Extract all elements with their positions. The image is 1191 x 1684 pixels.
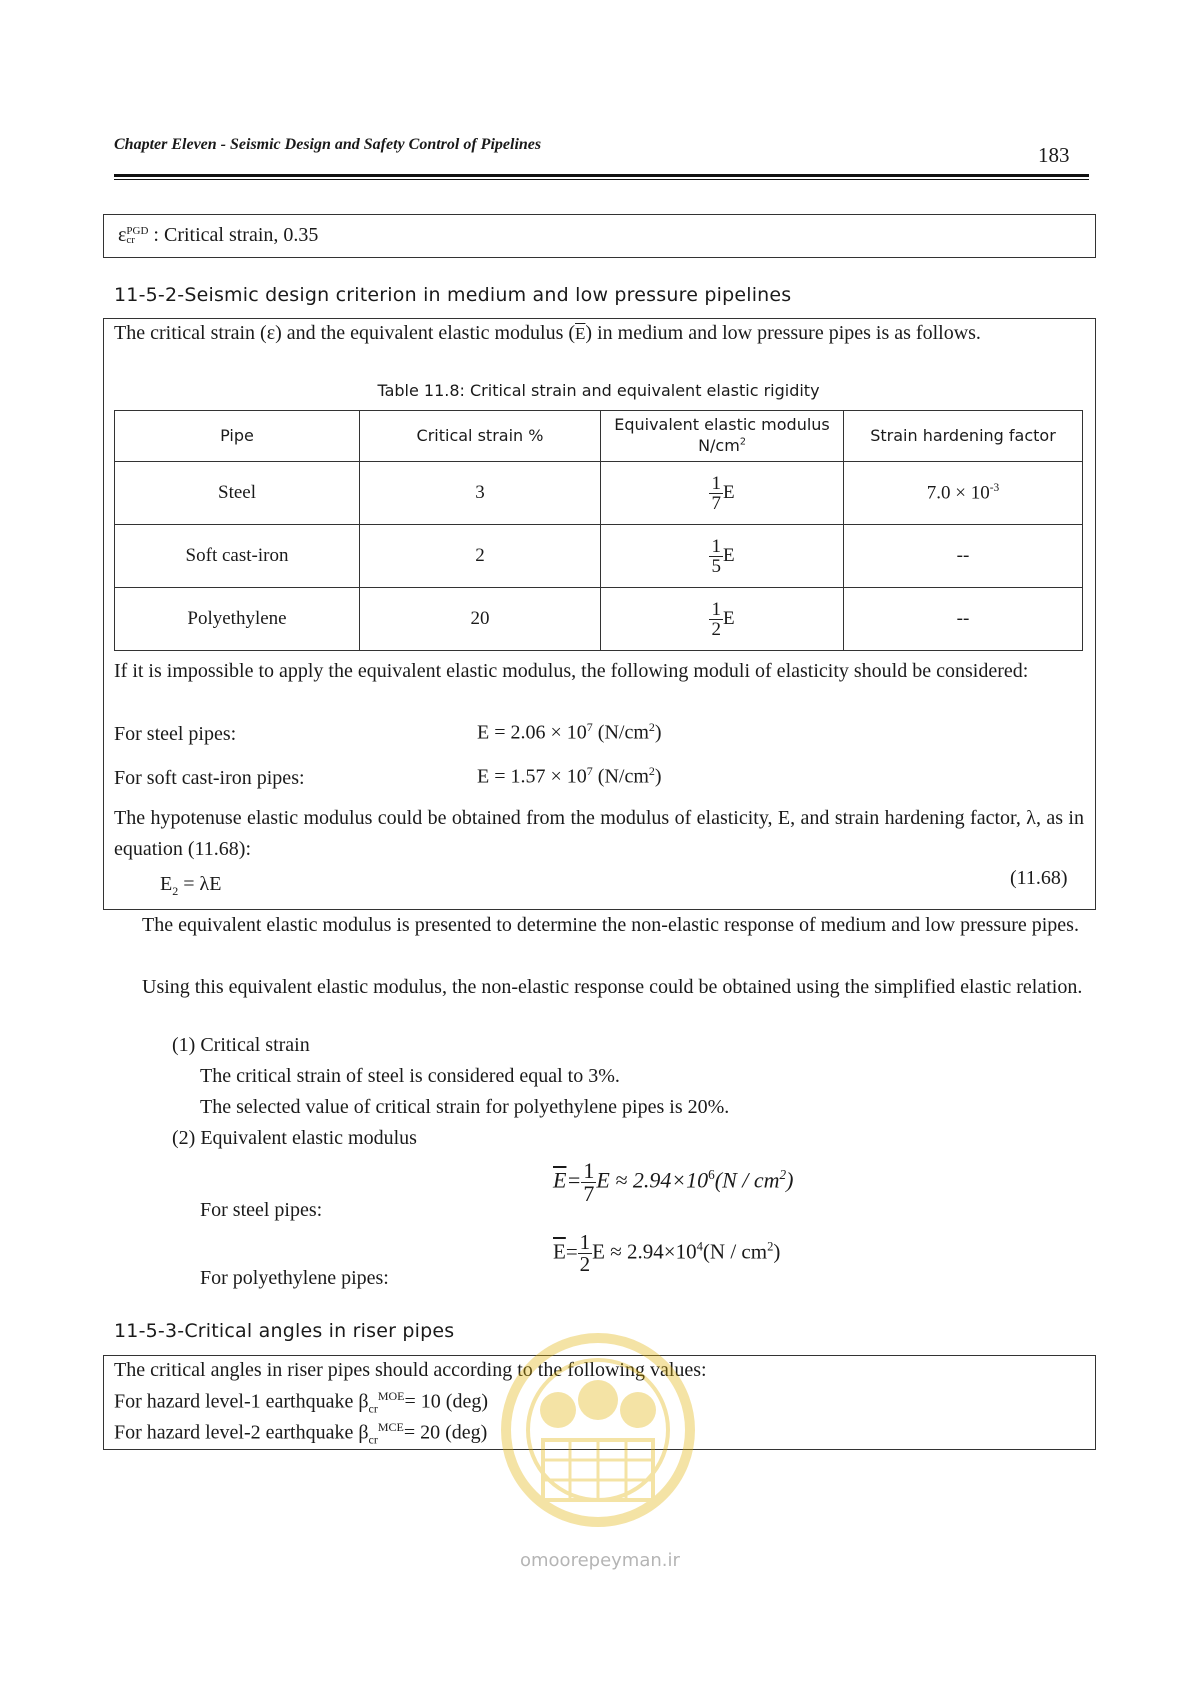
polyethylene-equation: $\overline{E}=$ $\frac{1}{2}$ $E \approx 2.94\times 10^4(N / cm^2)$ [553,1230,781,1276]
cell-strain: 3 [360,462,601,525]
intro-symbol: $\overline{E}$ [575,324,586,343]
table-row [115,525,1083,588]
critical-strain-box [103,214,1096,258]
strain-symbol: ε [118,224,127,246]
intro-text-a: The critical strain (ε) and the equivalent elastic modulus [114,322,564,344]
iron-modulus-value: $E = 1.57 \times 10^7$ $(N/cm^2)$ [477,764,662,788]
paragraph-2: Using this equivalent elastic modulus, the non-elastic response could be obtained using the simplified elastic relation. [142,976,1083,998]
steel-equation: $\overline{E}=$ $\frac{1}{7}$ $E \approx 2.94\times 10^6(N / cm^2)$ [553,1158,794,1206]
section-1-intro: The critical strain (ε) and the equivalent elastic modulus $(\overline{E})$ in medium and low pressure pipes is as follows. [114,322,981,344]
chapter-title: Chapter Eleven - Seismic Design and Safety Control of Pipelines [114,136,542,153]
cell-modulus: $\frac{1}{5}$ E [601,525,844,588]
header-pipe: Pipe [115,411,360,462]
item-critical-strain-b: The selected value of critical strain for polyethylene pipes is 20%. [200,1096,730,1118]
cell-strain: 20 [360,588,601,651]
strain-sub: cr [126,234,135,247]
strain-text: : Critical strain, 0.35 [153,224,319,246]
table-row [115,588,1083,651]
hazard-level-1: For hazard level-1 earthquake $\beta_{cr}^{MOE}= 10$ (deg) [114,1389,488,1416]
steel-modulus-value: $E = 2.06 \times 10^7$ $(N/cm^2)$ [477,720,662,744]
section-heading-11-5-2: 11-5-2-Seismic design criterion in medium and low pressure pipelines [114,284,792,306]
riser-intro: The critical angles in riser pipes should according to the following values: [114,1359,707,1381]
header-strain-hardening: Strain hardening factor [844,411,1083,462]
cell-pipe: Soft cast-iron [115,525,360,588]
seal-logo-icon [488,1330,708,1570]
watermark-text: omoorepeyman.ir [520,1550,680,1571]
cell-factor: $7.0 \times 10^{-3}$ [844,462,1083,525]
table-header-row [115,411,1083,462]
cell-modulus: $\frac{1}{7}$ E [601,462,844,525]
paragraph-1: The equivalent elastic modulus is presented to determine the non-elastic response of medium and low pressure pipes. [142,914,1079,936]
cell-factor: -- [844,525,1083,588]
steel-modulus-label: For steel pipes: [114,723,237,745]
cell-pipe: Steel [115,462,360,525]
table-row [115,462,1083,525]
hypotenuse-text: The hypotenuse elastic modulus could be obtained from the modulus of elasticity, E, and strain hardening factor, λ, as in equation (11.68): [114,807,1084,860]
after-table-text: If it is impossible to apply the equivalent elastic modulus, the following moduli of elasticity should be considered: [114,660,1029,682]
header-equivalent-modulus: Equivalent elastic modulus $N/cm^2$ [601,411,844,462]
cell-pipe: Polyethylene [115,588,360,651]
iron-modulus-label: For soft cast-iron pipes: [114,767,305,789]
hazard-level-2: For hazard level-2 earthquake $\beta_{cr}^{MCE}= 20$ (deg) [114,1420,488,1447]
item-equivalent-modulus: (2) Equivalent elastic modulus [172,1127,417,1149]
equation-11-68: $E_2 = \lambda E$ [160,873,222,898]
cell-modulus: $\frac{1}{2}$ E [601,588,844,651]
page-number: 183 [1038,143,1070,167]
item-critical-strain-a: The critical strain of steel is considered equal to 3%. [200,1065,620,1087]
cell-strain: 2 [360,525,601,588]
table-caption: Table 11.8: Critical strain and equivalent elastic rigidity [377,381,820,400]
strain-sup: PGD [126,224,149,237]
header-rule-thin [114,179,1089,180]
cell-factor: -- [844,588,1083,651]
equation-number: (11.68) [1010,867,1068,889]
header-rule [114,174,1089,177]
critical-strain-table [114,410,1083,651]
section-heading-11-5-3: 11-5-3-Critical angles in riser pipes [114,1320,455,1342]
intro-text-b: in medium and low pressure pipes is as follows. [597,322,981,344]
polyethylene-pipes-label: For polyethylene pipes: [200,1267,389,1289]
item-critical-strain: (1) Critical strain [172,1034,310,1056]
steel-pipes-label: For steel pipes: [200,1199,323,1221]
header-critical-strain: Critical strain % [360,411,601,462]
